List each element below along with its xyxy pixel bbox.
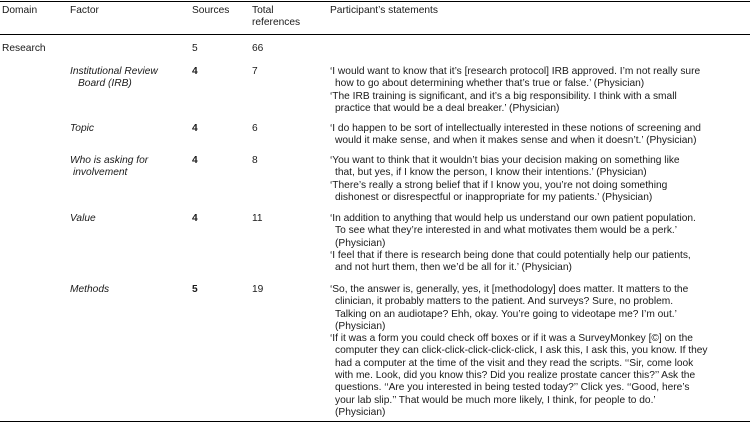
header-sources: Sources (192, 5, 230, 16)
header-domain: Domain (2, 5, 38, 16)
sources-methods: 5 (192, 284, 198, 295)
top-rule (0, 1, 750, 2)
header-total-line1: Total (252, 5, 274, 16)
header-total-references (252, 5, 300, 30)
header-rule (0, 34, 750, 35)
sources-value: 4 (192, 213, 198, 224)
factor-topic: Topic (70, 123, 94, 134)
statement-line: ‘In addition to anything that would help us understand our own patient population. (330, 213, 696, 224)
factor-irb (70, 66, 158, 91)
domain-label: Research (2, 43, 46, 54)
statement-line: To see what they’re interested in and what motivates them would be a perk.’ (335, 225, 678, 237)
header-factor: Factor (70, 5, 99, 16)
refs-value: 11 (252, 213, 263, 224)
statements-irb (330, 66, 700, 115)
refs-topic: 6 (252, 123, 258, 134)
factor-line: Institutional Review (70, 66, 158, 77)
statements-value (330, 213, 696, 274)
bottom-rule (0, 421, 750, 422)
statement-line: had a computer at the time of the visit and they read the scripts. ‘‘Sir, come look (335, 357, 694, 369)
statement-line: practice that would be a deal breaker.’ (Physician) (335, 102, 560, 114)
statement-line: ‘I feel that if there is research being done that could potentially help our patients, (330, 249, 691, 261)
statement-line: computer they can click-click-click-click-click, I ask this, I ask this, you know. If they (335, 345, 708, 357)
header-total-line2: references (252, 17, 301, 29)
statement-line: ‘If it was a form you could check off boxes or if it was a SurveyMonkey [©] on the (330, 333, 693, 345)
factor-line: Who is asking for (70, 155, 149, 166)
sources-irb: 4 (192, 66, 198, 77)
factor-line: Board (IRB) (78, 78, 132, 90)
statement-line: questions. ‘‘Are you interested in being tested today?’’ Click yes. ‘‘Good, here’s (335, 382, 690, 394)
header-statements: Participant’s statements (330, 5, 438, 16)
statement-line: (Physician) (335, 320, 386, 332)
domain-total-references: 66 (252, 43, 264, 54)
statement-line: ‘The IRB training is significant, and it’s a big responsibility. I think with a small (330, 90, 677, 102)
statement-line: ‘I would want to know that it’s [research protocol] IRB approved. I’m not really sure (330, 66, 701, 77)
statement-line: ‘You want to think that it wouldn’t bias your decision making on something like (330, 155, 680, 166)
factor-methods: Methods (70, 284, 110, 295)
statement-line: (Physician) (335, 406, 386, 418)
statements-methods (330, 284, 708, 419)
statement-line: would it make sense, and when it makes sense and when it doesn’t.’ (Physician) (335, 135, 697, 147)
statements-topic (330, 123, 701, 148)
refs-methods: 19 (252, 284, 264, 295)
refs-who-is-asking: 8 (252, 155, 258, 166)
statement-line: and not hurt them, then we’d be all for it.’ (Physician) (335, 262, 572, 274)
domain-sources: 5 (192, 43, 198, 54)
factor-who-is-asking (70, 155, 148, 180)
statement-line: clinician, it probably matters to the patient. And surveys? Sure, no problem. (335, 296, 674, 308)
statement-line: dishonest or disrespectful or inappropriate for my patients.’ (Physician) (335, 191, 653, 203)
statement-line: Talking on an audiotape? Ehh, okay. You’re going to videotape me? I’m out.’ (335, 308, 677, 320)
refs-irb: 7 (252, 66, 258, 77)
statement-line: ‘There’s really a strong belief that if I know you, you’re not doing something (330, 179, 668, 191)
statement-line: how to go about determining whether that’s true or false.’ (Physician) (335, 78, 645, 90)
sources-who-is-asking: 4 (192, 155, 198, 166)
statement-line: (Physician) (335, 237, 386, 249)
statement-line: your lab slip.’’ That would be much more likely, I think, for people to do.’ (335, 394, 656, 406)
statement-line: with me. Look, did you know this? Did you realize prostate cancer this?’’ Ask the (335, 370, 696, 382)
statement-line: ‘I do happen to be sort of intellectually interested in these notions of screening and (330, 123, 701, 134)
factor-value: Value (70, 213, 96, 224)
statement-line: ‘So, the answer is, generally, yes, it [methodology] does matter. It matters to the (330, 284, 689, 295)
factor-line: involvement (73, 167, 128, 179)
sources-topic: 4 (192, 123, 198, 134)
statements-who-is-asking (330, 155, 680, 204)
statement-line: that, but yes, if I know the person, I know their intentions.’ (Physician) (335, 167, 647, 179)
